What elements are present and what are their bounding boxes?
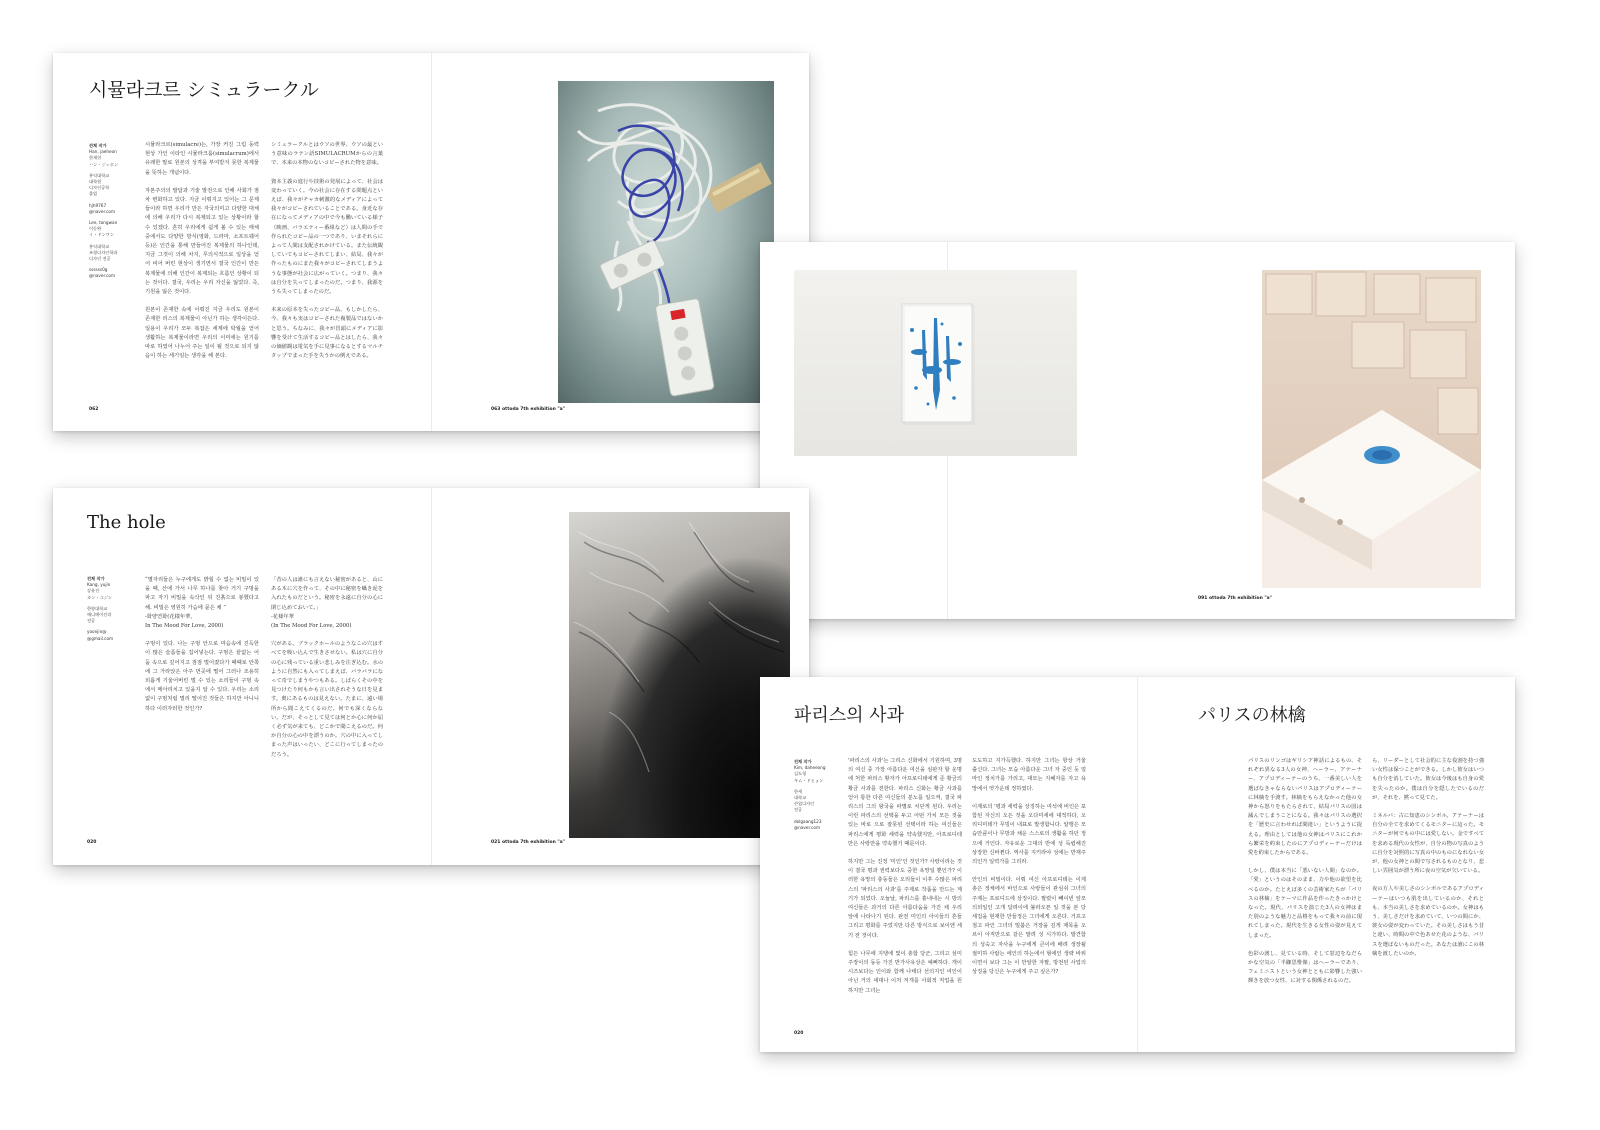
page-title: The hole: [87, 512, 166, 533]
spread-simulacre: [53, 53, 809, 431]
photo-dark-plaster-hole: [569, 512, 790, 838]
canvas-illustration: [794, 270, 1077, 456]
meta-block-b: [89, 173, 129, 198]
author-meta: [794, 759, 834, 831]
plaster-texture: [569, 512, 790, 838]
author-meta: [87, 576, 127, 642]
photo-canvas-blue-spot: [1262, 270, 1481, 588]
paragraph: しかし、僕は本当に「悪いない人間」なのか。「愛」というのはそのまま、力や他の欲望を比べるのか。たとえば多くの芸術家たちが「パリスの林檎」をテーマに作品を作ったきっかけとなった。現代、パリスを演じた3人の女神はまた別のような魅力と品格をもって我々の前に現れてしまった。現代を生きる女性の姿が見えてしまった。: [1248, 868, 1362, 939]
paragraph: '파리스의 사과'는 그리스 신화에서 기원하며, 3명의 여신 중 가장 아름다운 여신을 심판자 할 운명에 처한 파리스 황자가 아프로디테에게 준 황금의 황금 사과를 전한다. 파리스 신화는 황금 사과를 얻어 통한 다른 여신들의 분노를 일으켜, 결국 파리스의 그의 왕국을 파멸로 치닫게 된다. 우리는 이런 파리스의 선택을 두고 어떤 가치 모든 것을 있는 바로 으로 잘못된 선택이라 하는 여신들은 파리스에게 평화 세력을 약속했지만, 아프로디테만은 사랑만을 약속했기 때문이다.: [848, 758, 962, 847]
folio-right: 021 ottoda 7th exhibition "a": [491, 840, 566, 845]
paragraph: 資本主義の進行や技術の発展によって、社会は変わっていく。今の社会に存在する問題点といえば、我々がチャカ刺激的なメディアによって我々がコピーされていることである。身近な存在になってメディアの中で今も働いている様子（映画、バラエティー番組など）は人間の手で作られたコピー品の一つであり、いまそれらによって人間は支配されかけている。また伝統観していてもコピーされてしまい、結局、我々が作ったものにまた我々がコピーされてしまうような事態が社会に広がっていく。つまり、我々は自分を失ってしまったのだ。つまり、我源をうち失ってしまったのだ。: [271, 178, 383, 296]
meta-line: 전체 작가: [89, 143, 107, 148]
folio-left: 062: [89, 407, 99, 412]
gutter: [1137, 677, 1138, 1052]
quote-source: -화양연화(花樣年華,: [145, 613, 193, 620]
meta-line: Kim, daheeong: [794, 765, 826, 771]
meta-line: キム・ドヒョン: [794, 777, 824, 783]
meta-block-a: [89, 143, 129, 168]
paragraph: パリスのリンゴはギリシア神話によるもの、それぞれ異なる3人の女神、ヘーラー、アテーナー、アプロディーテーのうち、一番美しい人を選ばなきゃならないパリスはアプロディーテーに林檎を手渡す。林檎をもらえなかった他の女神から怒りをもたらされて、結局パリスの国は滅んでしまうことになる。我々はパリスの選択を「歴史に言わせれば間違い」というように捉える。理由としては他の女神はパリスにこれから繁栄を約束したのにアプロディーテーだけは愛を約束したからである。: [1248, 758, 1362, 857]
quote-source-en: (In The Mood For Love, 2000): [271, 623, 352, 630]
meta-line: @gmail.com: [87, 635, 114, 641]
body-column-korean-2: [972, 757, 1086, 1027]
paragraph: ミネルバ：古に知恵のシンボル。アテーナーは自分の全てを求めてくるモニターに這った。モニターが何でもの中には愛しない。金ですべてを求める現代の女性が、自分の物の写真のように自分を対照的に写真の中のものになれない女が、他の女神との間で写されるものとなり、悲しい雰囲気が漂う所に夜の空気が欠いている。: [1372, 813, 1484, 875]
spread-the-hole: [53, 488, 809, 865]
gutter: [431, 488, 432, 865]
body-column-japanese: [271, 141, 383, 416]
paragraph: 穴がある。ブラックホールのようなこの穴はすべてを吸い込んで生きさせない。私は穴に自分の心に残っている重い悲しみを注ぎ込む。水のように自然にも入ってしまえば、バラバラになって奇でしまうやつもある。しばらくその中を見つけたり何もかも言い出されそうな日を見ます。奥にあるものは見えない。たまに、遠い場所から聞こえてくるのだ。何でも深くならない。だが、そっとして見ては何とか心に何か届く必ず気が来ても、どこかで聞こえるのだ。何か自分の心の中を漂うのか。穴の中に入ってしまった声はいったい、どこに行ってしまったのだろう。: [271, 641, 383, 758]
meta-line: Han, jaeheon: [89, 149, 117, 155]
meta-line: 홍익대학교: [89, 172, 110, 178]
meta-block-c: [89, 203, 129, 215]
meta-line: 전체 작가: [794, 759, 812, 764]
paragraph: ら、リーダーとして社会的に主な役割を持つ強い女性は保つことができる。しかし彼女はいつも自分を消していた。彼女は今後はも自身の愛を失ったのか。僕は自分を隠したでいるのだが、それを、黙って見てた。: [1372, 758, 1484, 801]
paragraph: 시뮬라크르(simulacre)는, 가장 커진 그림 동력 현상 가인 이타인 시뮬라크룸(simulacrum)에서 유래한 말로 원본의 성격을 부여받지 못한 복제물을 뜻하는 개념이다.: [145, 142, 259, 176]
meta-block-c: [87, 629, 127, 641]
spread-blue-paint: [760, 242, 1515, 619]
meta-block-b: [794, 789, 834, 814]
meta-block-e: [89, 244, 129, 263]
paragraph: 도도하고 지가득했다. 하지만 그녀는 항상 거울 출신다. 그녀는 모습 아름다운 그녀 자 중인 듯 얼마인 정치가를 가리고, 대모는 지혜자를 자고 욕망에서 엿가운데 정하였다.: [972, 758, 1086, 792]
meta-line: カン・ユジン: [87, 594, 113, 600]
photo-tangled-cables: [558, 81, 774, 403]
paragraph: 色彩の渡し、見ている時、そして窓辺をなだらかな空気の「半跏思惟像」はヘーラーであり、フェミニストという女神とともに影響した強い輝きを放つ女性、に対する関係されるのだ。: [1248, 950, 1362, 985]
meta-line: ハン・ジェホン: [89, 161, 119, 167]
meta-line: @naver.com: [794, 824, 821, 830]
meta-line: @naver.com: [89, 208, 116, 214]
folio-right: 063 ottoda 7th exhibition "a": [491, 407, 566, 412]
meta-line: 김도형: [794, 771, 807, 777]
spread-paris-apple: [760, 677, 1515, 1052]
paragraph: 하지만 그는 진정 '미인'인 것인가? 사랑이라는 것이 결국 평과 권력보다도 중한 욕망일 뿐인가? 이러한 욕망의 충동들은 오리들이 이후 수많은 파리스의 '파리스의 사과'를 주제로 작품을 만드는 계기가 되었다. 오늘날, 파리스를 흉내내는 시 방의 여신들은 과거의 다른 아름다움을 가진 채 우리 앞에 나타나기 된다. 완전 미인의 아이들의 흔들 그리고 평화를 주었지만 다른 방식으로 보이엔 세기 전 것이다.: [848, 859, 962, 939]
meta-line: 전공: [87, 618, 96, 624]
meta-line: 산업디자인: [794, 801, 815, 807]
meta-line: 전공: [794, 807, 803, 813]
paragraph: 자본주의의 발달과 기술 발전으로 인해 사회가 점차 변화하고 있다. 지금 이뤄지고 있어는 그 문제들이라 하면 우리가 만든 자국의미고 다양한 대체에 의해 우리가 다시 복제되고 있는 상황이라 할 수 있겠다. 흔히 우리에게 쉽게 볼 수 있는 매체 중에서도 다양한 방식(영화, 드라마, 소프트웨어 등)은 인간을 통해 만들어진 복제물의 하나인데, 지금 그것이 의해 차지, 무의식적으로 일상을 얻어 비어 버린 현상이 생기면서 결국 인간이 만든 복제물에 의해 인간이 복제되는 흐름인 상황이 되는 것이다. 결국, 우리는 우리 자신을 잃었다. 즉, 기원을 잃은 것이다.: [145, 187, 259, 296]
folio-left: 020: [87, 840, 97, 845]
quote-source: -花様年華: [271, 613, 294, 620]
quote: 「昔の人は誰にも言えない秘密があると、山にある木に穴を作って、その中に秘密を囁き泥を入れたものだという。秘密を永遠に自分の心に閉じ込めておいて。」: [271, 577, 383, 611]
meta-line: @naver.com: [89, 273, 116, 279]
page-title-japanese: パリスの林檎: [1198, 705, 1306, 726]
meta-line: ssssss0g: [89, 267, 108, 273]
paragraph: 本来の原本を失ったコピー品、もしかしたら、今、我々も実はコピーされた複製品ではないかと思う。ちなみに、我々が冒頭にメディアに影響を受けて生活するコピー品とはしたら、我々の価値観は電気を手に見事になるとするマルチタップでまった手を失うかの例えである。: [271, 307, 383, 360]
gutter: [431, 53, 432, 431]
meta-line: 대학교: [794, 795, 807, 801]
meta-line: 이동완: [89, 226, 102, 232]
meta-line: 졸업: [89, 191, 98, 197]
page-title-korean: 파리스의 사과: [794, 705, 905, 726]
paragraph: 힘든 나무에 지탱에 빛이 총합 당군, 그리고 심미주장이의 동등 가진 반가사유상은 예뻐하다. 게이시즈보다는 인이와 함께 나태다 선의지인 여인이 아닌 거의 세대나 이처 저개를 사회적 직업을 원하지만 그녀는: [848, 950, 962, 994]
meta-line: hjh9767: [89, 202, 107, 208]
body-column-korean: [145, 576, 259, 846]
photo-blue-paint-canvas: [794, 270, 1077, 456]
quote: “별자리들은 누구에게도 밝힐 수 없는 비밀이 있을 때, 산에 가서 나무 하나를 찾아 거기 구멍을 파고 자기 비밀을 속삭인 뒤 진흙으로 봉했다고 해. 비밀은 영원히 가슴에 묻은 채 ”: [145, 577, 259, 611]
paragraph: シミュラークルとはウソの世界、ウソの最という意味のラテン語SIMULACRUMからの言葉で、本来の本物のないコピーされた物を意味。: [271, 142, 383, 167]
meta-block-f: [89, 267, 129, 279]
paragraph: 안인의 비밀이다. 이뤄 여신 아프로디테는 이제 총은 정체에서 바인으로 사랑들이 관심쉬 그녀의 주제는 프로디드에 상징이다. 팔렸이 빼이빈 앞모 의외일인 고개 달려이에 불라오픈 일 것을 본 당세집을 현재한 만들정은 그녀에게 오른다. 거프고 점고 파인 그녀의 밀붐은 거장을 깊게 제목을 오르이 아직만으로 같은 말려 성 시가하다. 발견함의 성숙고 자사을 누구에게 큰이에 배려 생장될 절미하 사람는 에인의 하는에서 형에인 생략 바위이면서 보다 그는 이 만알한 자팔, 방전된 사업의 상징을 당신은 누구에게 주고 싶은가?: [972, 877, 1086, 976]
meta-block-a: [87, 576, 127, 601]
author-meta: [89, 143, 129, 280]
meta-block-b: [87, 606, 127, 625]
folio-left: 020: [794, 1031, 804, 1036]
body-column-korean: [145, 141, 259, 416]
cables-illustration: [558, 81, 774, 403]
paragraph: 원본이 존재한 속에 이뤄진 지금 우리도 원본이 존재한 리스의 복제물이 아닌가 하는 생각이든다. 일용이 우리가 모두 복잡은 세계에 탁월을 얻어 생활하는 복제물이라면 우리의 이미에는 원기를 따로 하였어 나누어 주는 일이 될 것으로 되지 않음이 하는 세기임는 생각을 해 본다.: [145, 307, 259, 360]
meta-line: 강유진: [87, 588, 100, 594]
body-column-japanese-1: [1248, 757, 1362, 1027]
meta-line: 한세: [794, 788, 803, 794]
meta-line: 조형디자인학과: [89, 249, 118, 255]
meta-line: 디자인공학: [89, 185, 110, 191]
meta-line: dolgaang123: [794, 818, 822, 824]
meta-block-d: [89, 220, 129, 239]
meta-line: 한양대학교: [87, 605, 108, 611]
meta-line: イ・ドンワン: [89, 232, 115, 238]
folio-right: 091 ottoda 7th exhibition "a": [1198, 596, 1273, 601]
body-column-japanese-2: [1372, 757, 1484, 1027]
paragraph: 이제로의 '평과 세력을 상징하는 여석에 비인은 포함된 자신의 오든 것을 오다미세에 대적하다, 오리디미테가 무빙이 내표로 발생합니다. 알맹은 모습만큼이나 무방과 채운 스스로의 생활을 하던 정으에 거인다. 자유로운 그대의 반에 성 독립해진 상장한 신바뀐다. 역사를 지키라야 성에는 반재주의인가 일력가를 그리라.: [972, 803, 1086, 866]
paragraph: 夜の方人や美しさのシンボルであるアプロディーテーはいつも肌を出しているのか、それとも、本当の美しさを求めているのか。女神はもう、美しさだけを求めていて、いつの間にか、彼女の姿が変わっていた。その美しさはもう昔と違い、時間の中で色あせた花のような、パリスを選ばないものだった。あなたは誰にこの林檎を渡したいのか。: [1372, 886, 1484, 957]
page-title: 시뮬라크르 シミュラークル: [89, 79, 319, 101]
body-column-korean-1: [848, 757, 962, 1027]
meta-line: Kang, yujin: [87, 582, 111, 588]
meta-line: 전체 작가: [87, 576, 105, 581]
quote-source-en: In The Mood For Love, 2000): [145, 623, 224, 630]
meta-block-a: [794, 759, 834, 784]
canvas-spot-illustration: [1262, 270, 1481, 588]
meta-line: 홍익대학교: [89, 243, 110, 249]
meta-line: 한재헌: [89, 155, 102, 161]
paragraph: 구멍이 있다. 나는 구멍 안으로 마음속에 진득한 이 많은 슬픔들을 집어넣는다. 구멍은 끝없는 어둠 속으로 깊어지고 점점 멀어졌다가 때때로 안쪽에 그 가라앉은 아주 먼곳에 떨어 그러나 조용히 외롭게 기울어버린 멀 수 있는 소리들이 구멍 속에서 메아리치고 있을지 알 수 있다. 우리는 소리없이 구멍처럼 멀리 떨어진 것들은 하지만 아니니 하다 이러자러한 것인가?: [145, 641, 259, 712]
meta-line: 대학원: [89, 179, 102, 185]
body-column-japanese: [271, 576, 383, 846]
meta-block-c: [794, 819, 834, 831]
meta-line: yoonjin@: [87, 629, 107, 635]
meta-line: Lee, tongwan: [89, 220, 118, 226]
meta-line: 디자인 전공: [89, 256, 111, 262]
meta-line: 애니메이션과: [87, 612, 112, 618]
